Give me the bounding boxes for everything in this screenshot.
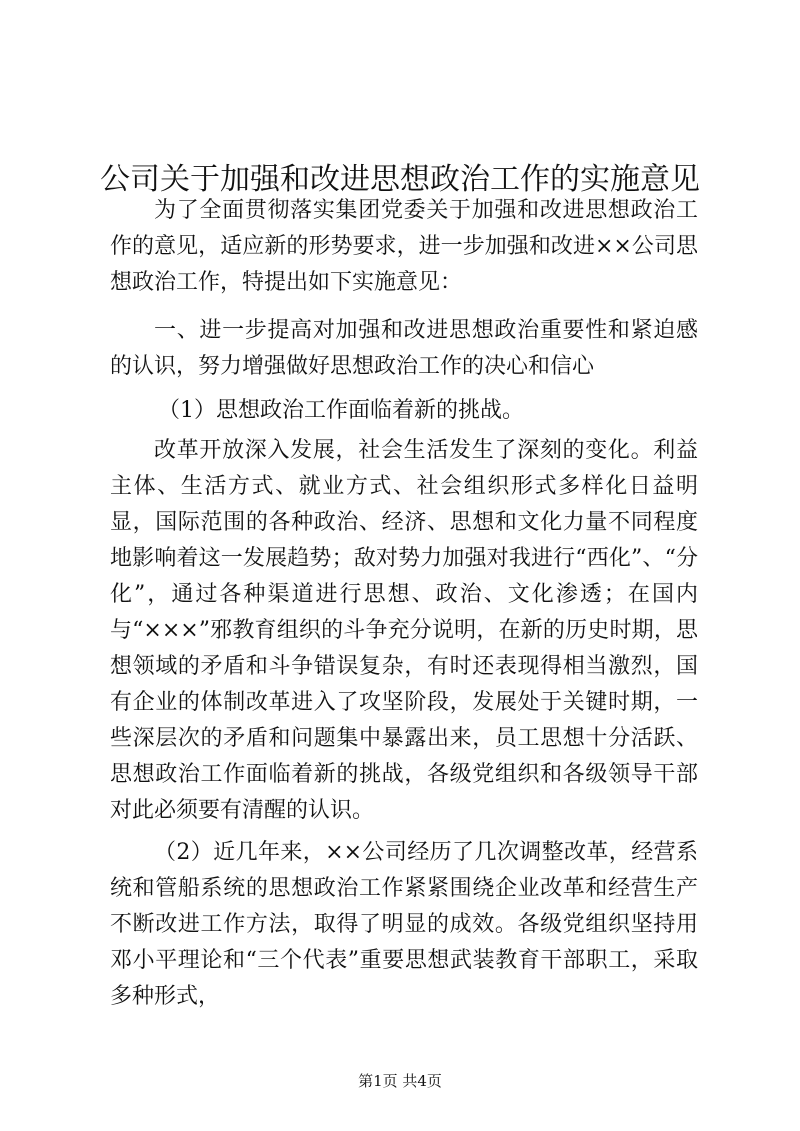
body-paragraph: 改革开放深入发展，社会生活发生了深刻的变化。利益主体、生活方式、就业方式、社会组织形式多样化日益明显，国际范围的各种政治、经济、思想和文化力量不同程度地影响着这一发展趋势；敌对势力加强对我进行“西化”、“分化”，通过各种渠道进行思想、政治、文化渗透；在国内与“×××”邪教育组织的斗争充分说明，在新的历史时期，思想领域的矛盾和斗争错误复杂，有时还表现得相当激烈，国有企业的体制改革进入了攻坚阶段，发展处于关键时期，一些深层次的矛盾和问题集中暴露出来，员工思想十分活跃、思想政治工作面临着新的挑战，各级党组织和各级领导干部对此必须要有清醒的认识。 bbox=[110, 438, 698, 823]
document-title: 公司关于加强和改进思想政治工作的实施意见 bbox=[100, 162, 700, 198]
body-paragraph: （2）近几年来，××公司经历了几次调整改革，经营系统和管船系统的思想政治工作紧紧围绕企业改革和经营生产不断改进工作方法，取得了明显的成效。各级党组织坚持用邓小平理论和“三个代表”重要思想武装教育干部职工，采取多种形式， bbox=[110, 840, 698, 1009]
intro-paragraph: 为了全面贯彻落实集团党委关于加强和改进思想政治工作的意见，适应新的形势要求，进一步加强和改进××公司思想政治工作，特提出如下实施意见： bbox=[110, 198, 698, 295]
section-heading: 一、进一步提高对加强和改进思想政治重要性和紧迫感的认识，努力增强做好思想政治工作的决心和信心 bbox=[110, 318, 698, 379]
page-footer: 第1页 共4页 bbox=[358, 1072, 442, 1090]
subsection-heading: （1）思想政治工作面临着新的挑战。 bbox=[158, 398, 524, 423]
